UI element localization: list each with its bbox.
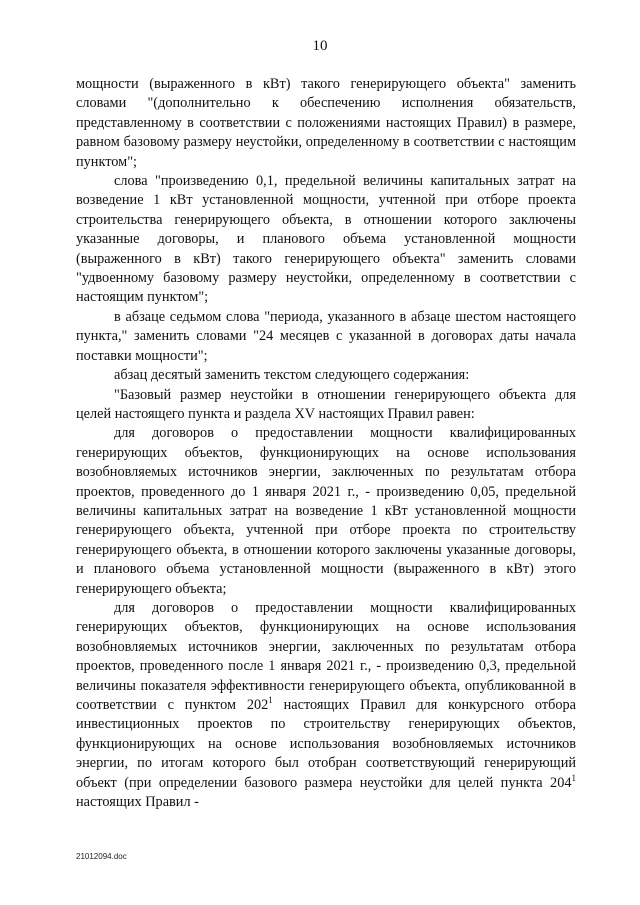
superscript: 1 bbox=[268, 695, 273, 705]
paragraph-text: для договоров о предоставлении мощности квалифицированных генерирующих объектов, функционирующих на основе использования возобновляемых источников энергии, заключенных по результатам отбора проектов, проведенного после 1 января 2021 г., - произведению 0,3, предельной величины показателя эффективности генерирующего объекта, опубликованной в соответствии с пунктом 202 bbox=[76, 599, 576, 713]
superscript: 1 bbox=[571, 772, 576, 783]
paragraph-text: настоящих Правил для конкурсного отбора инвестиционных проектов по строительству генерирующих объектов, функционирующих на основе использования возобновляемых источников энергии, по итогам которого был отобран соответствующий генерирующий объект (при определении базового размера неустойки для целей пункта 204 bbox=[76, 697, 576, 791]
paragraph: слова "произведению 0,1, предельной величины капитальных затрат на возведение 1 кВт установленной мощности, учтенной при отборе проекта строительства генерирующего объекта, в отношении которого заключены указанные договоры, и планового объема установленной мощности (выраженного в кВт) такого генерирующего объекта" заменить словами "удвоенному базовому размеру неустойки, определенному в соответствии с настоящим пунктом"; bbox=[76, 173, 576, 306]
paragraph: мощности (выраженного в кВт) такого генерирующего объекта" заменить словами "(дополнительно к обеспечению исполнения обязательств, представленному в соответствии с положениями настоящих Правил) в размере, равном базовому размеру неустойки, определенному в соответствии с настоящим пунктом"; bbox=[76, 76, 576, 170]
footer-filename: 21012094.doc bbox=[76, 852, 127, 861]
paragraph: "Базовый размер неустойки в отношении генерирующего объекта для целей настоящего пункта и раздела XV настоящих Правил равен: bbox=[76, 386, 576, 422]
paragraph: для договоров о предоставлении мощности квалифицированных генерирующих объектов, функционирующих на основе использования возобновляемых источников энергии, заключенных по результатам отбора проектов, проведенного до 1 января 2021 г., - произведению 0,05, предельной величины капитальных затрат на возведение 1 кВт установленной мощности генерирующего объекта, учтенной при отборе проекта по строительству генерирующего объекта, в отношении которого заключены указанные договоры, и планового объема установленной мощности (выраженного в кВт) этого генерирующего объекта; bbox=[76, 425, 576, 597]
paragraph bbox=[76, 599, 576, 812]
paragraph: абзац десятый заменить текстом следующего содержания: bbox=[114, 367, 470, 384]
document-body bbox=[76, 75, 576, 812]
paragraph-text: настоящих Правил - bbox=[76, 794, 199, 811]
page-number: 10 bbox=[312, 38, 328, 54]
paragraph: в абзаце седьмом слова "периода, указанного в абзаце шестом настоящего пункта," заменить словами "24 месяцев с указанной в договорах даты начала поставки мощности"; bbox=[76, 308, 576, 364]
